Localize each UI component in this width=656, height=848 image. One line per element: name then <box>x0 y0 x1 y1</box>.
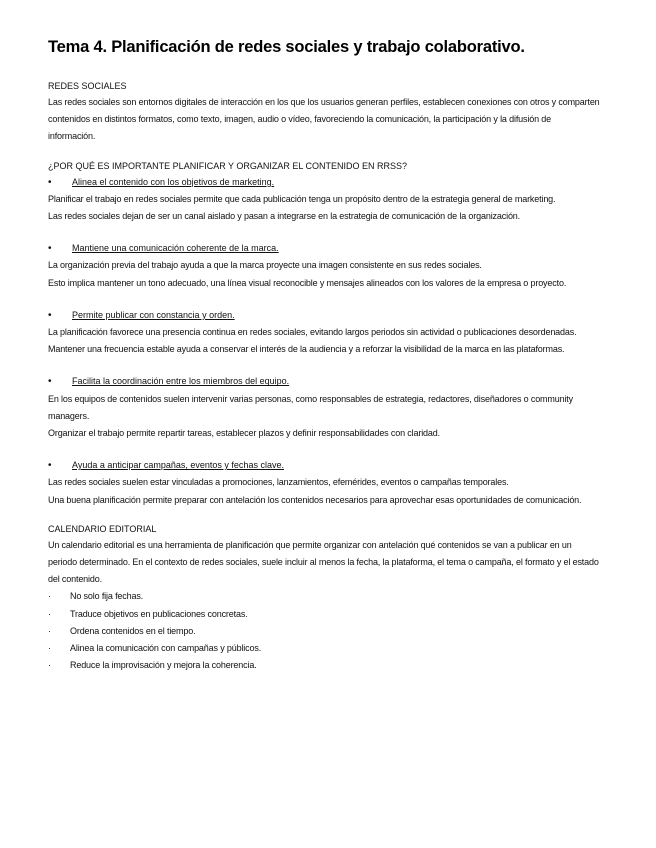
calendario-paragraph: Un calendario editorial es una herramienta de planificación que permite organizar con antelación qué contenidos se van a publicar en un periodo determinado. En el contexto de redes sociales, suele incluir al menos la fecha, la plataforma, el tema o campaña, el formato y el estado del contenido. <box>48 539 599 585</box>
reason-line: Una buena planificación permite preparar con antelación los contenidos necesarios para aprovechar esas oportunidades de comunicación. <box>48 494 582 505</box>
reason-title: Facilita la coordinación entre los miembros del equipo. <box>72 376 290 387</box>
reason-line: Las redes sociales suelen estar vinculadas a promociones, lanzamientos, efemérides, eventos o campañas temporales. <box>48 477 509 488</box>
list-item-text: Alinea la comunicación con campañas y públicos. <box>70 643 262 654</box>
list-item-text: Ordena contenidos en el tiempo. <box>70 625 196 636</box>
list-item <box>48 588 600 605</box>
reason-block-4 <box>48 373 600 442</box>
bullet-icon: · <box>48 643 51 654</box>
reason-title: Mantiene una comunicación coherente de la marca. <box>72 243 279 254</box>
reason-title: Ayuda a anticipar campañas, eventos y fechas clave. <box>72 460 284 471</box>
reason-bullet <box>48 174 600 191</box>
document-title: Tema 4. Planificación de redes sociales y trabajo colaborativo. <box>48 38 525 56</box>
reason-line: Mantener una frecuencia estable ayuda a conservar el interés de la audiencia y a reforzar la visibilidad de la marca en las plataformas. <box>48 344 565 355</box>
bullet-icon: • <box>48 309 52 321</box>
reason-block-3 <box>48 307 600 359</box>
calendario-list <box>48 588 600 674</box>
reason-bullet <box>48 240 600 257</box>
bullet-icon: • <box>48 243 52 255</box>
list-item <box>48 657 600 674</box>
bullet-icon: · <box>48 591 51 602</box>
bullet-icon: · <box>48 625 51 636</box>
reason-line: Planificar el trabajo en redes sociales permite que cada publicación tenga un propósito dentro de la estrategia general de marketing. <box>48 193 556 204</box>
reason-line: Las redes sociales dejan de ser un canal aislado y pasan a integrarse en la estrategia de comunicación de la organización. <box>48 211 521 222</box>
list-item <box>48 623 600 640</box>
section-heading-porque: ¿POR QUÉ ES IMPORTANTE PLANIFICAR Y ORGANIZAR EL CONTENIDO EN RRSS? <box>48 160 408 171</box>
section-heading-calendario: CALENDARIO EDITORIAL <box>48 523 157 534</box>
bullet-icon: • <box>48 176 52 188</box>
list-item <box>48 640 600 657</box>
reason-bullet <box>48 307 600 324</box>
reason-line: En los equipos de contenidos suelen intervenir varias personas, como responsables de estrategia, redactores, diseñadores o community managers. <box>48 393 574 421</box>
section-heading-redes: REDES SOCIALES <box>48 81 127 91</box>
reason-block-2 <box>48 240 600 292</box>
reason-title: Alinea el contenido con los objetivos de marketing. <box>72 176 275 187</box>
redes-paragraph: Las redes sociales son entornos digitales de interacción en los que los usuarios generan perfiles, establecen conexiones con otros y comparten contenidos en distintos formatos, como texto, imagen, audio o vídeo, favoreciendo la comunicación, la participación y la difusión de información. <box>48 97 600 142</box>
bullet-icon: · <box>48 608 51 619</box>
reason-line: Organizar el trabajo permite repartir tareas, establecer plazos y definir responsabilidades con claridad. <box>48 428 440 439</box>
document-page <box>48 38 600 674</box>
bullet-icon: · <box>48 660 51 671</box>
reason-line: La planificación favorece una presencia continua en redes sociales, evitando largos periodos sin actividad o publicaciones desordenadas. <box>48 327 577 338</box>
list-item <box>48 606 600 623</box>
reason-bullet <box>48 457 600 474</box>
list-item-text: Reduce la improvisación y mejora la coherencia. <box>70 660 257 671</box>
bullet-icon: • <box>48 460 52 472</box>
bullet-icon: • <box>48 376 52 388</box>
reason-line: Esto implica mantener un tono adecuado, una línea visual reconocible y mensajes alineados con los valores de la empresa o proyecto. <box>48 277 567 288</box>
list-item-text: Traduce objetivos en publicaciones concretas. <box>70 608 248 619</box>
reason-title: Permite publicar con constancia y orden. <box>72 309 235 320</box>
reason-block-5 <box>48 457 600 509</box>
reason-bullet <box>48 373 600 390</box>
reason-line: La organización previa del trabajo ayuda a que la marca proyecte una imagen consistente en sus redes sociales. <box>48 260 482 271</box>
list-item-text: No solo fija fechas. <box>70 591 144 602</box>
reason-block-1 <box>48 174 600 226</box>
